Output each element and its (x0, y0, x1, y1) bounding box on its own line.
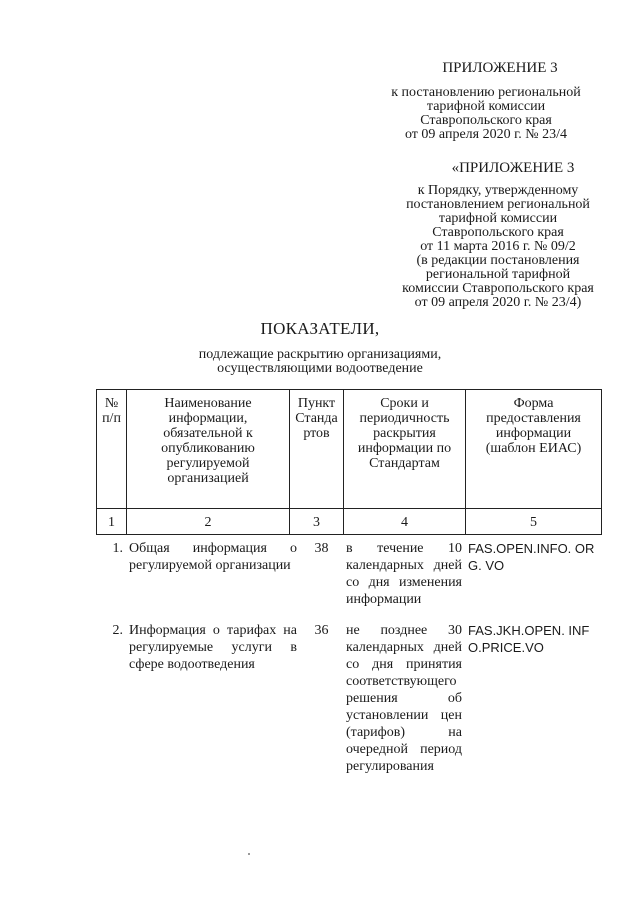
appendix2-line: тарифной комиссии (438, 211, 558, 226)
header-col-terms (344, 390, 466, 509)
appendix-line: Ставропольского края (420, 113, 552, 128)
scan-speck (248, 853, 250, 855)
header-line: информации (495, 426, 572, 441)
header-line: обязательной к (163, 426, 253, 441)
header-line: информации, (168, 411, 248, 426)
header-line: раскрытия (373, 426, 436, 441)
header-line: периодичность (359, 411, 450, 426)
header-line: Пункт (297, 396, 336, 411)
header-line: Наименование (164, 396, 252, 411)
header-line: п/п (102, 411, 121, 426)
table-row (96, 622, 601, 789)
row-name: Общая информация о регулируемой организации (129, 541, 297, 573)
column-number: 2 (127, 509, 290, 535)
header-line: предоставления (486, 411, 581, 426)
header-col-point (290, 390, 344, 509)
header-line: Стандартам (369, 456, 440, 471)
column-number: 3 (290, 509, 344, 535)
document-title: ПОКАЗАТЕЛИ, (260, 319, 380, 338)
indicators-table-body (96, 540, 601, 789)
header-line: опубликованию (161, 441, 255, 456)
appendix2-line: постановлением региональной (406, 197, 590, 212)
header-col-name (127, 390, 290, 509)
header-line: № (104, 396, 119, 411)
column-number: 5 (466, 509, 602, 535)
row-number: 1. (112, 541, 123, 556)
appendix2-reference (378, 184, 618, 310)
subtitle-line: подлежащие раскрытию организациями, (198, 347, 442, 362)
header-line: Сроки и (380, 396, 429, 411)
row-form: FAS.JKH.OPEN. INFO.PRICE.VO (468, 623, 590, 655)
appendix2-title: «ПРИЛОЖЕНИЕ 3 (451, 160, 575, 176)
row-terms: не позднее 30 календарных дней со дня принятия соответствующего решения об установлении цен (тарифов) на очередной период регулирования (346, 623, 462, 774)
row-form: FAS.OPEN.INFO. ORG. VO (468, 541, 595, 573)
header-col-form (466, 390, 602, 509)
row-terms: в течение 10 календарных дней со дня изменения информации (346, 541, 462, 607)
table-row (96, 540, 601, 622)
subtitle-line: осуществляющими водоотведение (217, 361, 423, 376)
row-point: 36 (314, 623, 329, 638)
header-line: регулируемой (166, 456, 250, 471)
appendix2-line: к Порядку, утвержденному (417, 183, 579, 198)
row-name: Информация о тарифах на регулируемые услуги в сфере водоотведения (129, 623, 297, 672)
appendix2-line: региональной тарифной (425, 267, 571, 282)
row-number: 2. (112, 623, 123, 638)
column-number: 4 (344, 509, 466, 535)
appendix2-line: от 09 апреля 2020 г. № 23/4) (414, 295, 582, 310)
document-subtitle (0, 348, 640, 376)
table-header-row (97, 390, 602, 509)
row-point: 38 (314, 541, 329, 556)
header-col-number (97, 390, 127, 509)
appendix2-line: Ставропольского края (432, 225, 564, 240)
indicators-table-header (96, 389, 602, 535)
header-line: Станда (295, 411, 338, 426)
appendix-reference (375, 86, 597, 142)
appendix-line: от 09 апреля 2020 г. № 23/4 (404, 127, 567, 142)
header-line: (шаблон ЕИАС) (485, 441, 582, 456)
header-line: информации по (357, 441, 452, 456)
header-line: организацией (167, 471, 249, 486)
appendix-line: к постановлению региональной (391, 85, 581, 100)
appendix2-line: комиссии Ставропольского края (402, 281, 594, 296)
column-numbers-row (97, 509, 602, 535)
header-line: ртов (303, 426, 330, 441)
column-number: 1 (97, 509, 127, 535)
header-line: Форма (513, 396, 554, 411)
appendix2-line: от 11 марта 2016 г. № 09/2 (420, 239, 576, 254)
appendix2-line: (в редакции постановления (416, 253, 580, 268)
appendix-title: ПРИЛОЖЕНИЕ 3 (442, 60, 558, 76)
appendix-line: тарифной комиссии (426, 99, 546, 114)
